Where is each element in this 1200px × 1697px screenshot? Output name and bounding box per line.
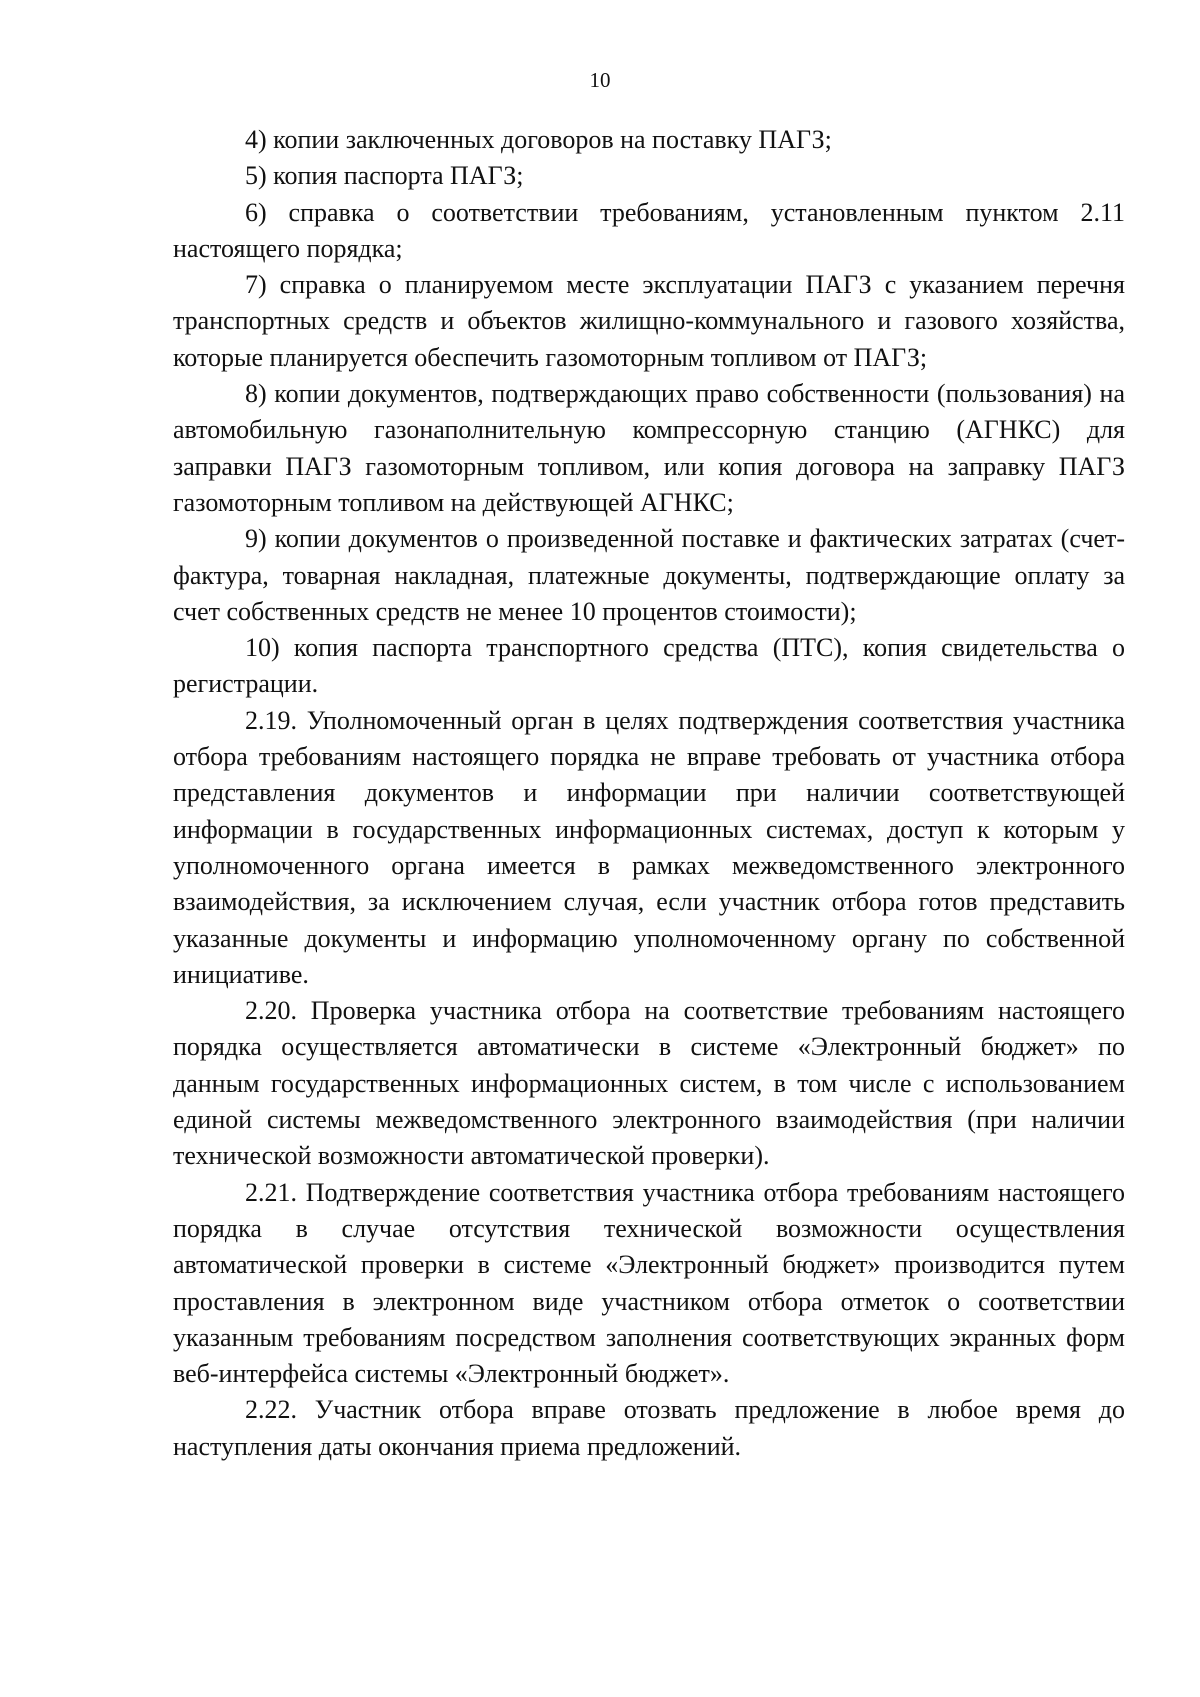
clause-2-21: 2.21. Подтверждение соответствия участника отбора требованиям настоящего порядка в случае отсутствия технической возможности осуществления автоматической проверки в системе «Электронный бюджет» производится путем проставления в электронном виде участником отбора отметок о соответствии указанным требованиям посредством заполнения соответствующих экранных форм веб-интерфейса системы «Электронный бюджет». <box>173 1177 1125 1389</box>
clause-2-20: 2.20. Проверка участника отбора на соответствие требованиям настоящего порядка осуществляется автоматически в системе «Электронный бюджет» по данным государственных информационных систем, в том числе с использованием единой системы межведомственного электронного взаимодействия (при наличии технической возможности автоматической проверки). <box>173 996 1125 1171</box>
list-item-10: 10) копия паспорта транспортного средства (ПТС), копия свидетельства о регистрации. <box>173 633 1125 699</box>
clause-2-19: 2.19. Уполномоченный орган в целях подтверждения соответствия участника отбора требованиям настоящего порядка не вправе требовать от участника отбора представления документов и информации при наличии соответствующей информации в государственных информационных системах, доступ к которым у уполномоченного органа имеется в рамках межведомственного электронного взаимодействия, за исключением случая, если участник отбора готов представить указанные документы и информацию уполномоченному органу по собственной инициативе. <box>173 705 1125 989</box>
list-item-4: 4) копии заключенных договоров на поставку ПАГЗ; <box>245 125 832 154</box>
page-number: 10 <box>589 68 611 92</box>
clause-2-22: 2.22. Участник отбора вправе отозвать предложение в любое время до наступления даты окончания приема предложений. <box>173 1395 1125 1461</box>
list-item-7: 7) справка о планируемом месте эксплуатации ПАГЗ с указанием перечня транспортных средств и объектов жилищно-коммунального и газового хозяйства, которые планируется обеспечить газомоторным топливом от ПАГЗ; <box>173 270 1125 372</box>
list-item-5: 5) копия паспорта ПАГЗ; <box>245 161 524 191</box>
list-item-6: 6) справка о соответствии требованиям, установленным пунктом 2.11 настоящего порядка; <box>173 197 1125 263</box>
document-body <box>173 122 1125 1465</box>
list-item-9: 9) копии документов о произведенной поставке и фактических затратах (счет-фактура, товарная накладная, платежные документы, подтверждающие оплату за счет собственных средств не менее 10 процентов стоимости); <box>173 524 1125 626</box>
list-item-8: 8) копии документов, подтверждающих право собственности (пользования) на автомобильную газонаполнительную компрессорную станцию (АГНКС) для заправки ПАГЗ газомоторным топливом, или копия договора на заправку ПАГЗ газомоторным топливом на действующей АГНКС; <box>173 379 1125 517</box>
